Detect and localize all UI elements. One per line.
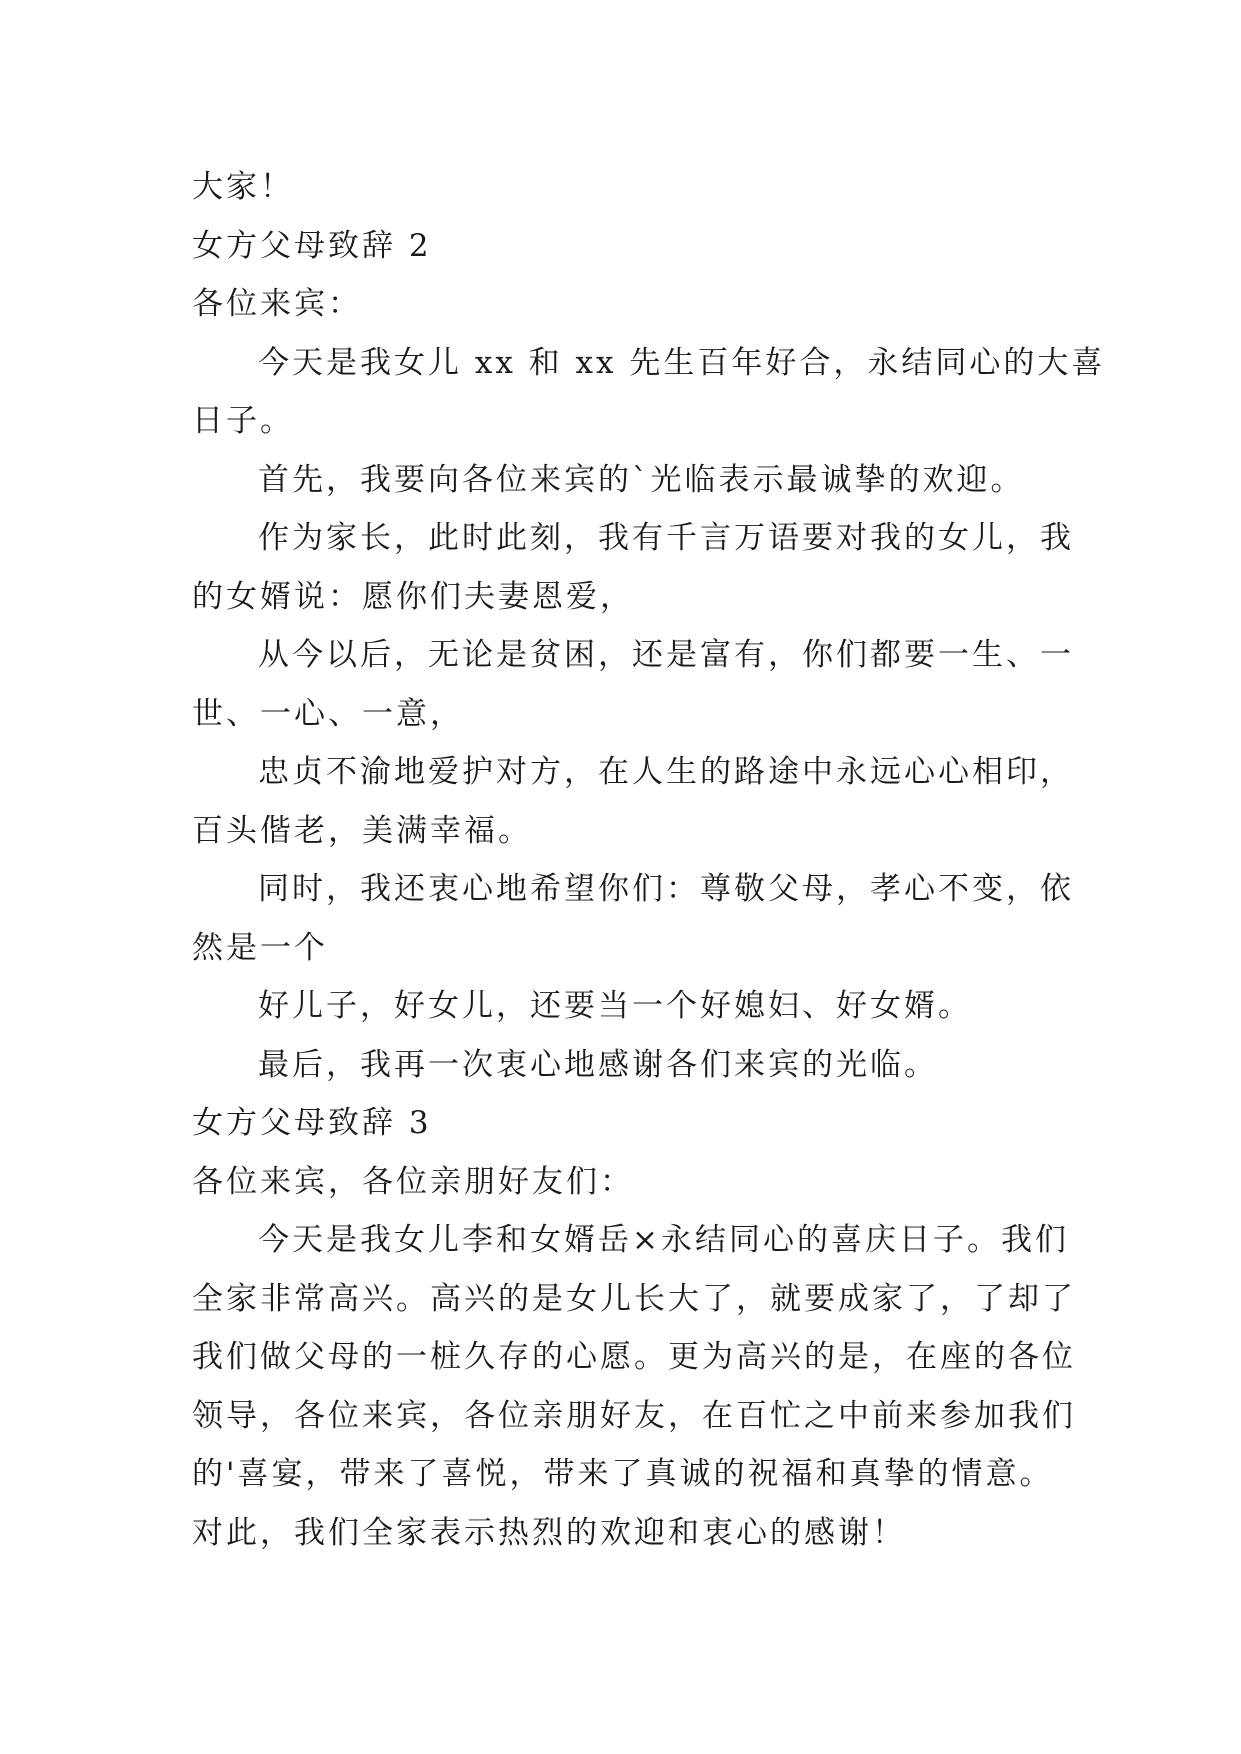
text-line: 领导，各位来宾，各位亲朋好友，在百忙之中前来参加我们 xyxy=(192,1397,1076,1434)
text-line: 女方父母致辞 2 xyxy=(192,227,432,264)
text-line: 首先，我要向各位来宾的`光临表示最诚挚的欢迎。 xyxy=(258,461,1025,498)
document-body xyxy=(192,158,1106,1562)
text-line: 我们做父母的一桩久存的心愿。更为高兴的是，在座的各位 xyxy=(192,1339,1076,1375)
text-line: 今天是我女儿李和女婿岳×永结同心的喜庆日子。我们 xyxy=(258,1222,1069,1258)
text-line: 大家！ xyxy=(192,169,294,205)
text-line: 各位来宾： xyxy=(192,286,362,322)
text-line: 女方父母致辞 3 xyxy=(192,1105,432,1141)
text-line: 日子。 xyxy=(192,403,294,439)
text-line: 最后，我再一次衷心地感谢各们来宾的光临。 xyxy=(258,1046,938,1083)
text-line: 从今以后，无论是贫困，还是富有，你们都要一生、一 xyxy=(258,637,1074,673)
text-line: 各位来宾，各位亲朋好友们： xyxy=(192,1163,634,1200)
text-line: 好儿子，好女儿，还要当一个好媳妇、好女婿。 xyxy=(258,988,972,1024)
text-line: 的'喜宴，带来了喜悦，带来了真诚的祝福和真挚的情意。 xyxy=(192,1456,1054,1492)
text-line: 百头偕老，美满幸福。 xyxy=(192,812,532,849)
text-line: 作为家长，此时此刻，我有千言万语要对我的女儿，我 xyxy=(258,520,1074,556)
text-line: 对此，我们全家表示热烈的欢迎和衷心的感谢！ xyxy=(192,1514,906,1551)
text-line: 世、一心、一意， xyxy=(192,695,464,732)
text-line: 然是一个 xyxy=(192,929,328,966)
text-line: 忠贞不渝地爱护对方，在人生的路途中永远心心相印， xyxy=(258,754,1074,790)
text-line: 全家非常高兴。高兴的是女儿长大了，就要成家了，了却了 xyxy=(192,1280,1076,1317)
text-line: 同时，我还衷心地希望你们：尊敬父母，孝心不变，依 xyxy=(258,871,1074,907)
text-line: 今天是我女儿 xx 和 xx 先生百年好合，永结同心的大喜 xyxy=(258,344,1106,381)
text-line: 的女婿说：愿你们夫妻恩爱， xyxy=(192,578,634,615)
